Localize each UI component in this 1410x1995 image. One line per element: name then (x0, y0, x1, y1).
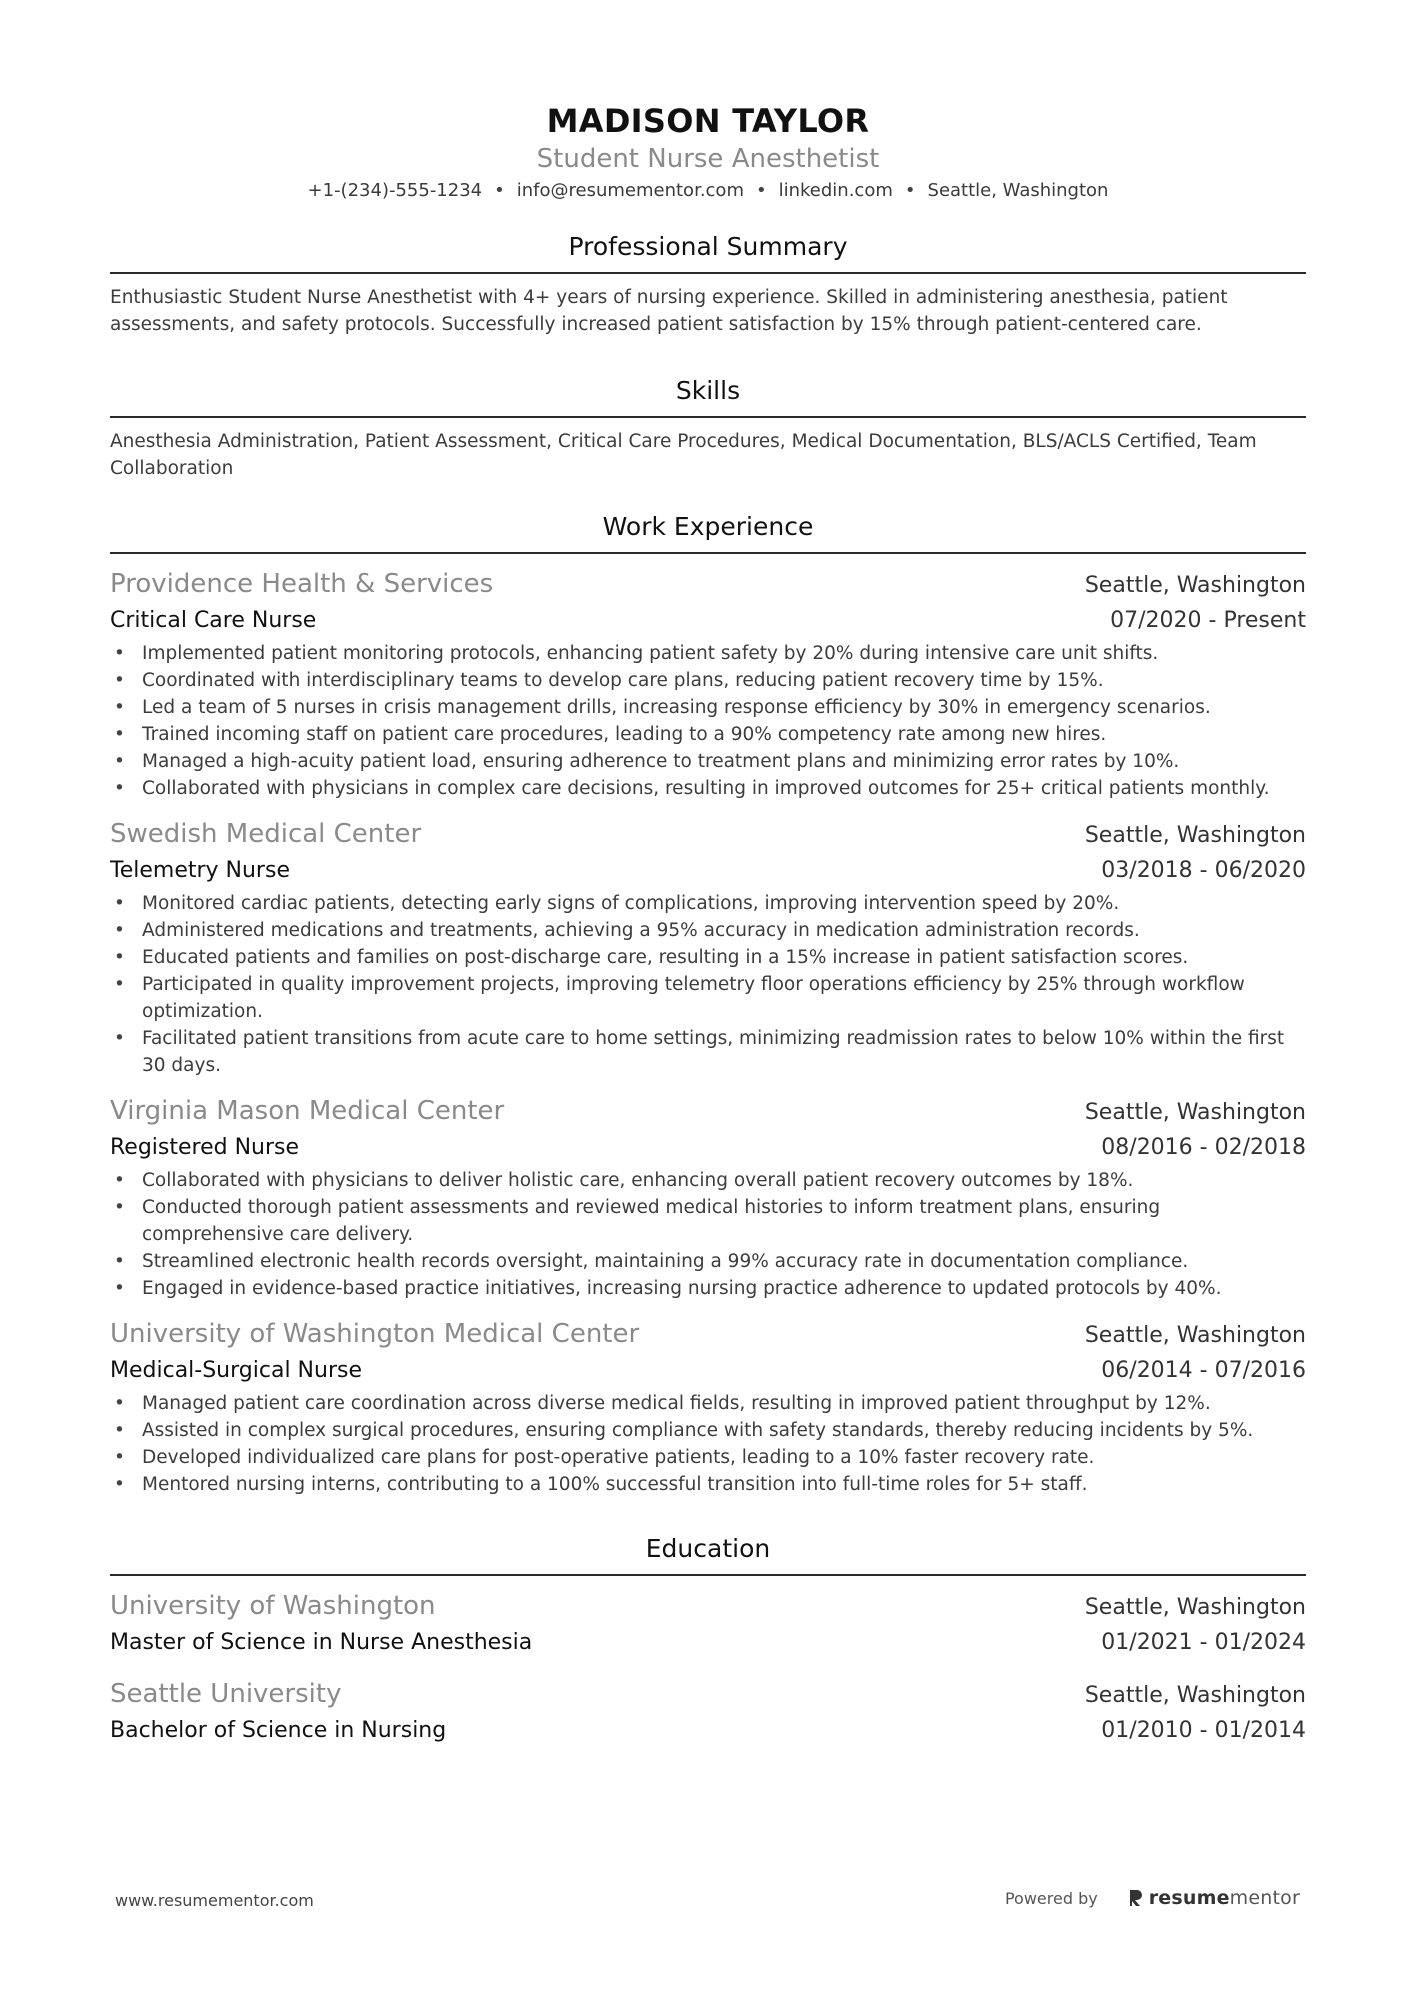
job-dates: 07/2020 - Present (1110, 608, 1306, 633)
school-name: University of Washington (110, 1591, 436, 1621)
job-role: Medical-Surgical Nurse (110, 1358, 362, 1383)
footer-website: www.resumementor.com (115, 1891, 314, 1910)
job-bullet: • Participated in quality improvement projects, improving telemetry floor operations efficiency by 25% through workflow optimization. (110, 971, 1306, 1025)
job-bullet: • Administered medications and treatments, achieving a 95% accuracy in medication administration records. (110, 917, 1306, 944)
job-entry (110, 1093, 1306, 1302)
contact-line (110, 178, 1306, 204)
job-dates: 08/2016 - 02/2018 (1101, 1135, 1306, 1160)
contact-separator: • (755, 180, 767, 201)
degree-name: Bachelor of Science in Nursing (110, 1718, 447, 1743)
job-bullet: • Implemented patient monitoring protocols, enhancing patient safety by 20% during intensive care unit shifts. (110, 640, 1306, 667)
job-role-row (110, 1131, 1306, 1165)
brand-light: mentor (1229, 1887, 1300, 1909)
education-list (110, 1588, 1306, 1748)
job-bullets (110, 640, 1306, 802)
job-header-row (110, 816, 1306, 854)
section-title-work: Work Experience (110, 510, 1306, 554)
school-name: Seattle University (110, 1679, 342, 1709)
job-header-row (110, 1316, 1306, 1354)
job-bullet: • Trained incoming staff on patient care procedures, leading to a 90% competency rate among new hires. (110, 721, 1306, 748)
resumementor-logo-icon (1128, 1889, 1144, 1907)
job-bullet: • Collaborated with physicians to deliver holistic care, enhancing overall patient recovery outcomes by 18%. (110, 1167, 1306, 1194)
resumementor-logo (1128, 1887, 1300, 1909)
job-bullet: • Assisted in complex surgical procedures, ensuring compliance with safety standards, thereby reducing incidents by 5%. (110, 1417, 1306, 1444)
job-entry (110, 566, 1306, 802)
powered-by-label: Powered by (1004, 1888, 1098, 1908)
company-name: Swedish Medical Center (110, 819, 422, 849)
job-bullets (110, 1167, 1306, 1302)
job-header-row (110, 566, 1306, 604)
job-entry (110, 1316, 1306, 1498)
job-role-row (110, 854, 1306, 888)
edu-degree-row (110, 1714, 1306, 1748)
job-role-row (110, 1354, 1306, 1388)
degree-name: Master of Science in Nurse Anesthesia (110, 1630, 533, 1655)
job-dates: 06/2014 - 07/2016 (1101, 1358, 1306, 1383)
job-bullet: • Coordinated with interdisciplinary teams to develop care plans, reducing patient recovery time by 15%. (110, 667, 1306, 694)
job-bullet: • Conducted thorough patient assessments and reviewed medical histories to inform treatment plans, ensuring comprehensive care delivery. (110, 1194, 1306, 1248)
job-header-row (110, 1093, 1306, 1131)
brand-bold: resume (1148, 1887, 1230, 1909)
contact-separator: • (904, 180, 916, 201)
job-bullet: • Mentored nursing interns, contributing to a 100% successful transition into full-time roles for 5+ staff. (110, 1471, 1306, 1498)
work-experience-list (110, 566, 1306, 1498)
section-title-summary: Professional Summary (110, 230, 1306, 274)
job-dates: 03/2018 - 06/2020 (1101, 858, 1306, 883)
contact-email: info@resumementor.com (516, 180, 744, 201)
education-entry (110, 1676, 1306, 1748)
education-entry (110, 1588, 1306, 1660)
job-location: Seattle, Washington (1084, 1100, 1306, 1125)
job-bullet: • Collaborated with physicians in complex care decisions, resulting in improved outcomes for 25+ critical patients monthly. (110, 775, 1306, 802)
contact-linkedin: linkedin.com (778, 180, 893, 201)
job-location: Seattle, Washington (1084, 1323, 1306, 1348)
job-role: Telemetry Nurse (110, 858, 290, 883)
job-bullet: • Educated patients and families on post-discharge care, resulting in a 15% increase in patient satisfaction scores. (110, 944, 1306, 971)
edu-degree-row (110, 1626, 1306, 1660)
job-bullet: • Facilitated patient transitions from acute care to home settings, minimizing readmission rates to below 10% within the first 30 days. (110, 1025, 1306, 1079)
job-bullets (110, 1390, 1306, 1498)
section-title-education: Education (110, 1532, 1306, 1576)
job-bullets (110, 890, 1306, 1079)
school-location: Seattle, Washington (1084, 1683, 1306, 1708)
job-bullet: • Managed a high-acuity patient load, ensuring adherence to treatment plans and minimizing error rates by 10%. (110, 748, 1306, 775)
job-bullet: • Led a team of 5 nurses in crisis management drills, increasing response efficiency by 30% in emergency scenarios. (110, 694, 1306, 721)
candidate-name: MADISON TAYLOR (546, 102, 870, 140)
contact-phone: +1-(234)-555-1234 (307, 180, 483, 201)
school-location: Seattle, Washington (1084, 1595, 1306, 1620)
job-entry (110, 816, 1306, 1079)
edu-header-row (110, 1676, 1306, 1714)
job-bullet: • Monitored cardiac patients, detecting early signs of complications, improving intervention speed by 20%. (110, 890, 1306, 917)
company-name: Virginia Mason Medical Center (110, 1096, 505, 1126)
company-name: University of Washington Medical Center (110, 1319, 640, 1349)
job-bullet: • Developed individualized care plans for post-operative patients, leading to a 10% faster recovery rate. (110, 1444, 1306, 1471)
contact-separator: • (494, 180, 505, 201)
section-title-skills: Skills (110, 374, 1306, 418)
edu-header-row (110, 1588, 1306, 1626)
summary-text: Enthusiastic Student Nurse Anesthetist with 4+ years of nursing experience. Skilled in administering anesthesia, patient assessments, and safety protocols. Successfully increased patient satisfaction by 15% through patient-centered care. (110, 287, 1228, 335)
footer-powered-by (1005, 1887, 1300, 1909)
job-bullet: • Engaged in evidence-based practice initiatives, increasing nursing practice adherence to updated protocols by 40%. (110, 1275, 1306, 1302)
job-location: Seattle, Washington (1084, 573, 1306, 598)
resume-page (110, 98, 1306, 1748)
job-bullet: • Managed patient care coordination across diverse medical fields, resulting in improved patient throughput by 12%. (110, 1390, 1306, 1417)
contact-location: Seattle, Washington (927, 180, 1109, 201)
job-bullet: • Streamlined electronic health records oversight, maintaining a 99% accuracy rate in documentation compliance. (110, 1248, 1306, 1275)
edu-dates: 01/2010 - 01/2014 (1101, 1718, 1306, 1743)
edu-dates: 01/2021 - 01/2024 (1101, 1630, 1306, 1655)
skills-text: Anesthesia Administration, Patient Assessment, Critical Care Procedures, Medical Documentation, BLS/ACLS Certified, Team Collaboration (110, 431, 1257, 479)
candidate-title: Student Nurse Anesthetist (536, 144, 880, 174)
job-role: Critical Care Nurse (110, 608, 317, 633)
job-role-row (110, 604, 1306, 638)
job-role: Registered Nurse (110, 1135, 300, 1160)
job-location: Seattle, Washington (1084, 823, 1306, 848)
company-name: Providence Health & Services (110, 569, 494, 599)
